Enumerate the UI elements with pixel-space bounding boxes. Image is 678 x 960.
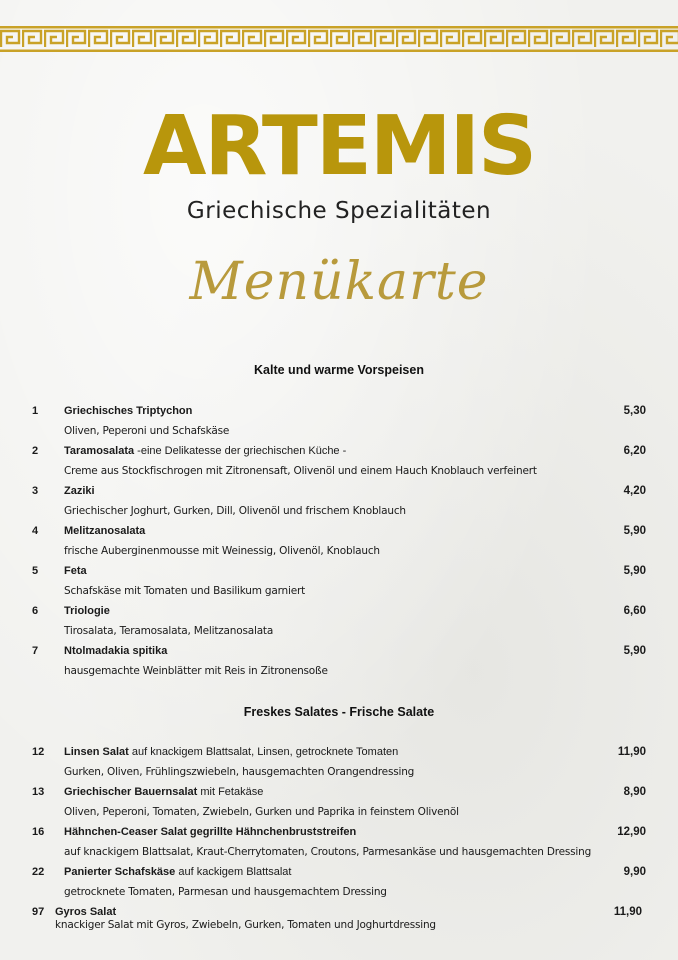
item-name: Griechisches Triptychon [64,405,193,417]
item-description: frische Auberginenmousse mit Weinessig, Olivenöl, Knoblauch [64,545,380,557]
logo-text: ARTEMIS [142,99,536,192]
item-name: Linsen Salat auf knackigem Blattsalat, Linsen, getrocknete Tomaten [64,746,399,758]
menu-item [0,906,678,932]
menu-item [0,746,678,786]
item-price: 11,90 [613,906,642,918]
artemis-logo [0,92,678,192]
item-price: 8,90 [623,786,646,798]
item-number: 7 [32,645,39,657]
item-name: Taramosalata -eine Delikatesse der griechischen Küche - [64,445,347,457]
item-price: 9,90 [623,866,646,878]
menu-item [0,866,678,906]
menu-item [0,405,678,445]
menu-section-salate [0,746,678,932]
item-description: Oliven, Peperoni, Tomaten, Zwiebeln, Gurken und Paprika in feinstem Olivenöl [64,806,459,818]
item-number: 5 [32,565,39,577]
greek-key-border [0,26,678,52]
item-price: 6,60 [623,605,646,617]
item-number: 1 [32,405,39,417]
item-price: 6,20 [623,445,646,457]
item-name: Triologie [64,605,110,617]
item-number: 12 [32,746,45,758]
item-description: knackiger Salat mit Gyros, Zwiebeln, Gurken, Tomaten und Joghurtdressing [55,919,436,931]
item-number: 3 [32,485,39,497]
item-name: Zaziki [64,485,95,497]
item-price: 4,20 [623,485,646,497]
item-number: 97 [32,906,45,918]
item-description: Creme aus Stockfischrogen mit Zitronensaft, Olivenöl und einem Hauch Knoblauch verfeinert [64,465,537,477]
item-number: 13 [32,786,45,798]
item-number: 22 [32,866,45,878]
menu-item [0,786,678,826]
menu-item [0,645,678,685]
section-title-vorspeisen: Kalte und warme Vorspeisen [254,363,424,377]
menu-item [0,485,678,525]
section-title-salate: Freskes Salates - Frische Salate [243,705,435,719]
item-description: auf knackigem Blattsalat, Kraut-Cherrytomaten, Croutons, Parmesankäse und hausgemachten Dressing [64,846,592,858]
item-price: 5,90 [623,645,646,657]
menu-section-vorspeisen [0,405,678,685]
menu-item [0,565,678,605]
item-number: 2 [32,445,39,457]
tagline: Griechische Spezialitäten [186,198,492,224]
item-name: Gyros Salat [55,906,117,918]
item-description: Schafskäse mit Tomaten und Basilikum garniert [64,585,306,597]
item-price: 5,90 [623,565,646,577]
item-name: Panierter Schafskäse auf kackigem Blattsalat [64,866,292,878]
item-description: Oliven, Peperoni und Schafskäse [64,425,230,437]
menu-item [0,826,678,866]
item-name: Hähnchen-Ceaser Salat gegrillte Hähnchenbruststreifen [64,826,357,838]
item-number: 16 [32,826,45,838]
item-price: 11,90 [617,746,646,758]
menu-title: Menükarte [189,252,489,312]
item-price: 12,90 [617,826,646,838]
item-description: Gurken, Oliven, Frühlingszwiebeln, hausgemachten Orangendressing [64,766,415,778]
item-name: Griechischer Bauernsalat mit Fetakäse [64,786,264,798]
item-description: Griechischer Joghurt, Gurken, Dill, Olivenöl und frischem Knoblauch [64,505,406,517]
item-number: 6 [32,605,39,617]
menu-item [0,605,678,645]
menu-item [0,445,678,485]
item-description: hausgemachte Weinblätter mit Reis in Zitronensoße [64,665,328,677]
item-description: getrocknete Tomaten, Parmesan und hausgemachtem Dressing [64,886,387,898]
item-name: Feta [64,565,87,577]
item-price: 5,30 [623,405,646,417]
item-description: Tirosalata, Teramosalata, Melitzanosalata [64,625,274,637]
item-number: 4 [32,525,39,537]
item-name: Ntolmadakia spitika [64,645,168,657]
menu-item [0,525,678,565]
item-name: Melitzanosalata [64,525,146,537]
item-price: 5,90 [623,525,646,537]
